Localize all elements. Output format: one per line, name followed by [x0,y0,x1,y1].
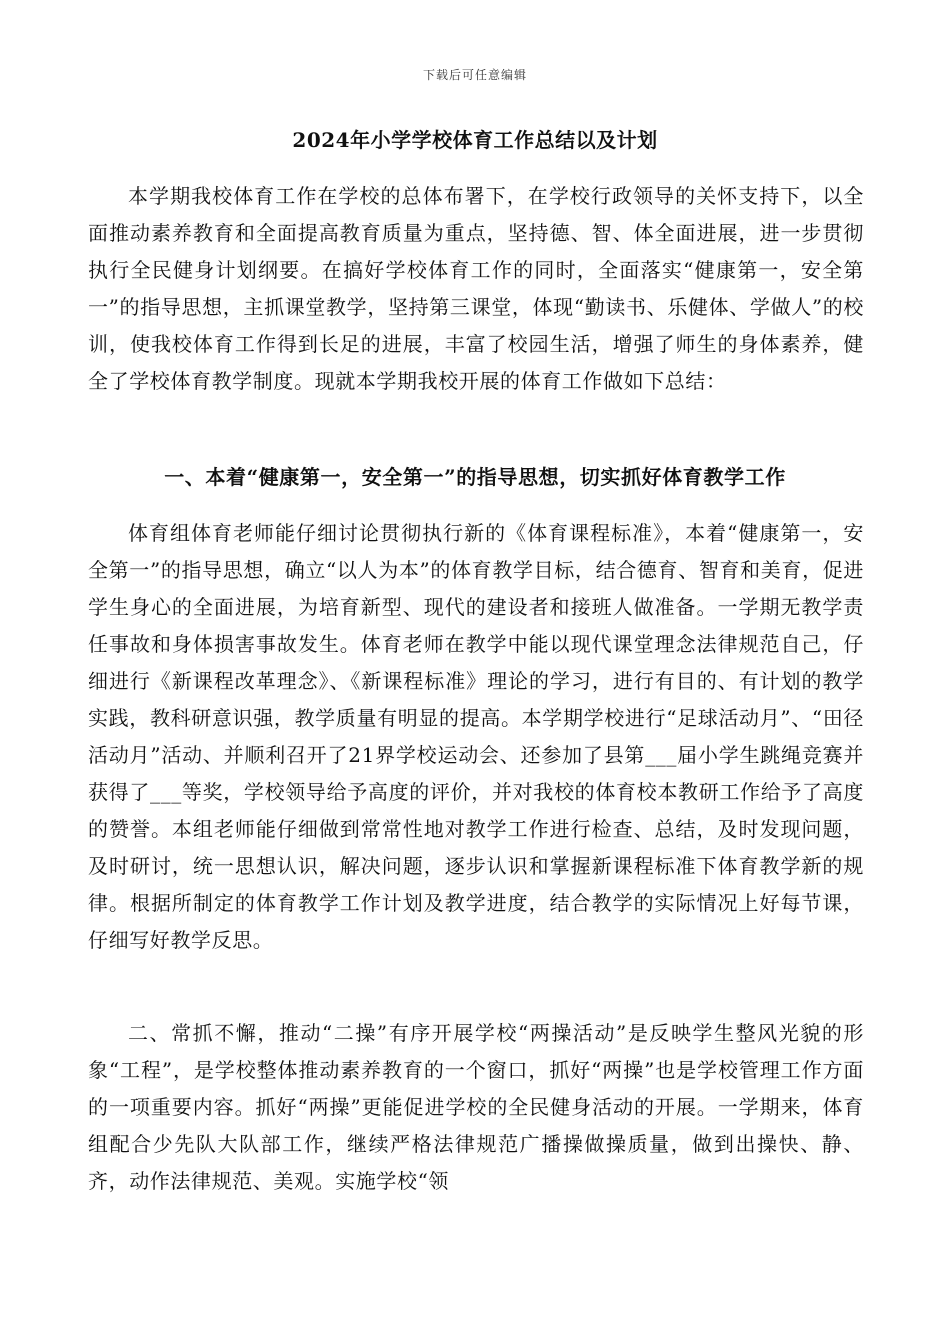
intro-paragraph: 本学期我校体育工作在学校的总体布署下，在学校行政领导的关怀支持下，以全面推动素养教育和全面提高教育质量为重点，坚持德、智、体全面进展，进一步贯彻执行全民健身计划纲要。在搞好学校体育工作的同时，全面落实“健康第一，安全第一”的指导思想，主抓课堂教学，坚持第三课堂，体现“勤读书、乐健体、学做人”的校训，使我校体育工作得到长足的进展，丰富了校园生活，增强了师生的身体素养，健全了学校体育教学制度。现就本学期我校开展的体育工作做如下总结： [88,184,864,393]
section-1-heading: 一、本着“健康第一，安全第一”的指导思想，切实抓好体育教学工作 [164,465,786,489]
header-note: 下载后可任意编辑 [422,68,527,82]
section-1-paragraph: 体育组体育老师能仔细讨论贯彻执行新的《体育课程标准》，本着“健康第一，安全第一”的指导思想，确立“以人为本”的体育教学目标，结合德育、智育和美育，促进学生身心的全面进展，为培育新型、现代的建设者和接班人做准备。一学期无教学责任事故和身体损害事故发生。体育老师在教学中能以现代课堂理念法律规范自己，仔细进行《新课程改革理念》、《新课程标准》理论的学习，进行有目的、有计划的教学实践，教科研意识强，教学质量有明显的提高。本学期学校进行“足球活动月”、“田径活动月”活动、并顺利召开了21界学校运动会、还参加了县第___届小学生跳绳竞赛并获得了___等奖，学校领导给予高度的评价，并对我校的体育校本教研工作给予了高度的赞誉。本组老师能仔细做到常常性地对教学工作进行检查、总结，及时发现问题，及时研讨，统一思想认识，解决问题，逐步认识和掌握新课程标准下体育教学新的规律。根据所制定的体育教学工作计划及教学进度，结合教学的实际情况上好每节课，仔细写好教学反思。 [88,521,864,952]
document-title: 2024年小学学校体育工作总结以及计划 [292,128,658,152]
intro-paragraph-block [88,178,864,400]
section-2-paragraph-block [88,1015,864,1200]
section-2-paragraph: 二、常抓不懈，推动“二操”有序开展学校“两操活动”是反映学生整风光貌的形象“工程”，是学校整体推动素养教育的一个窗口，抓好“两操”也是学校管理工作方面的一项重要内容。抓好“两操”更能促进学校的全民健身活动的开展。一学期来，体育组配合少先队大队部工作，继续严格法律规范广播操做操质量，做到出操快、静、齐，动作法律规范、美观。实施学校“领 [88,1021,864,1193]
section-1-paragraph-block [88,515,864,959]
